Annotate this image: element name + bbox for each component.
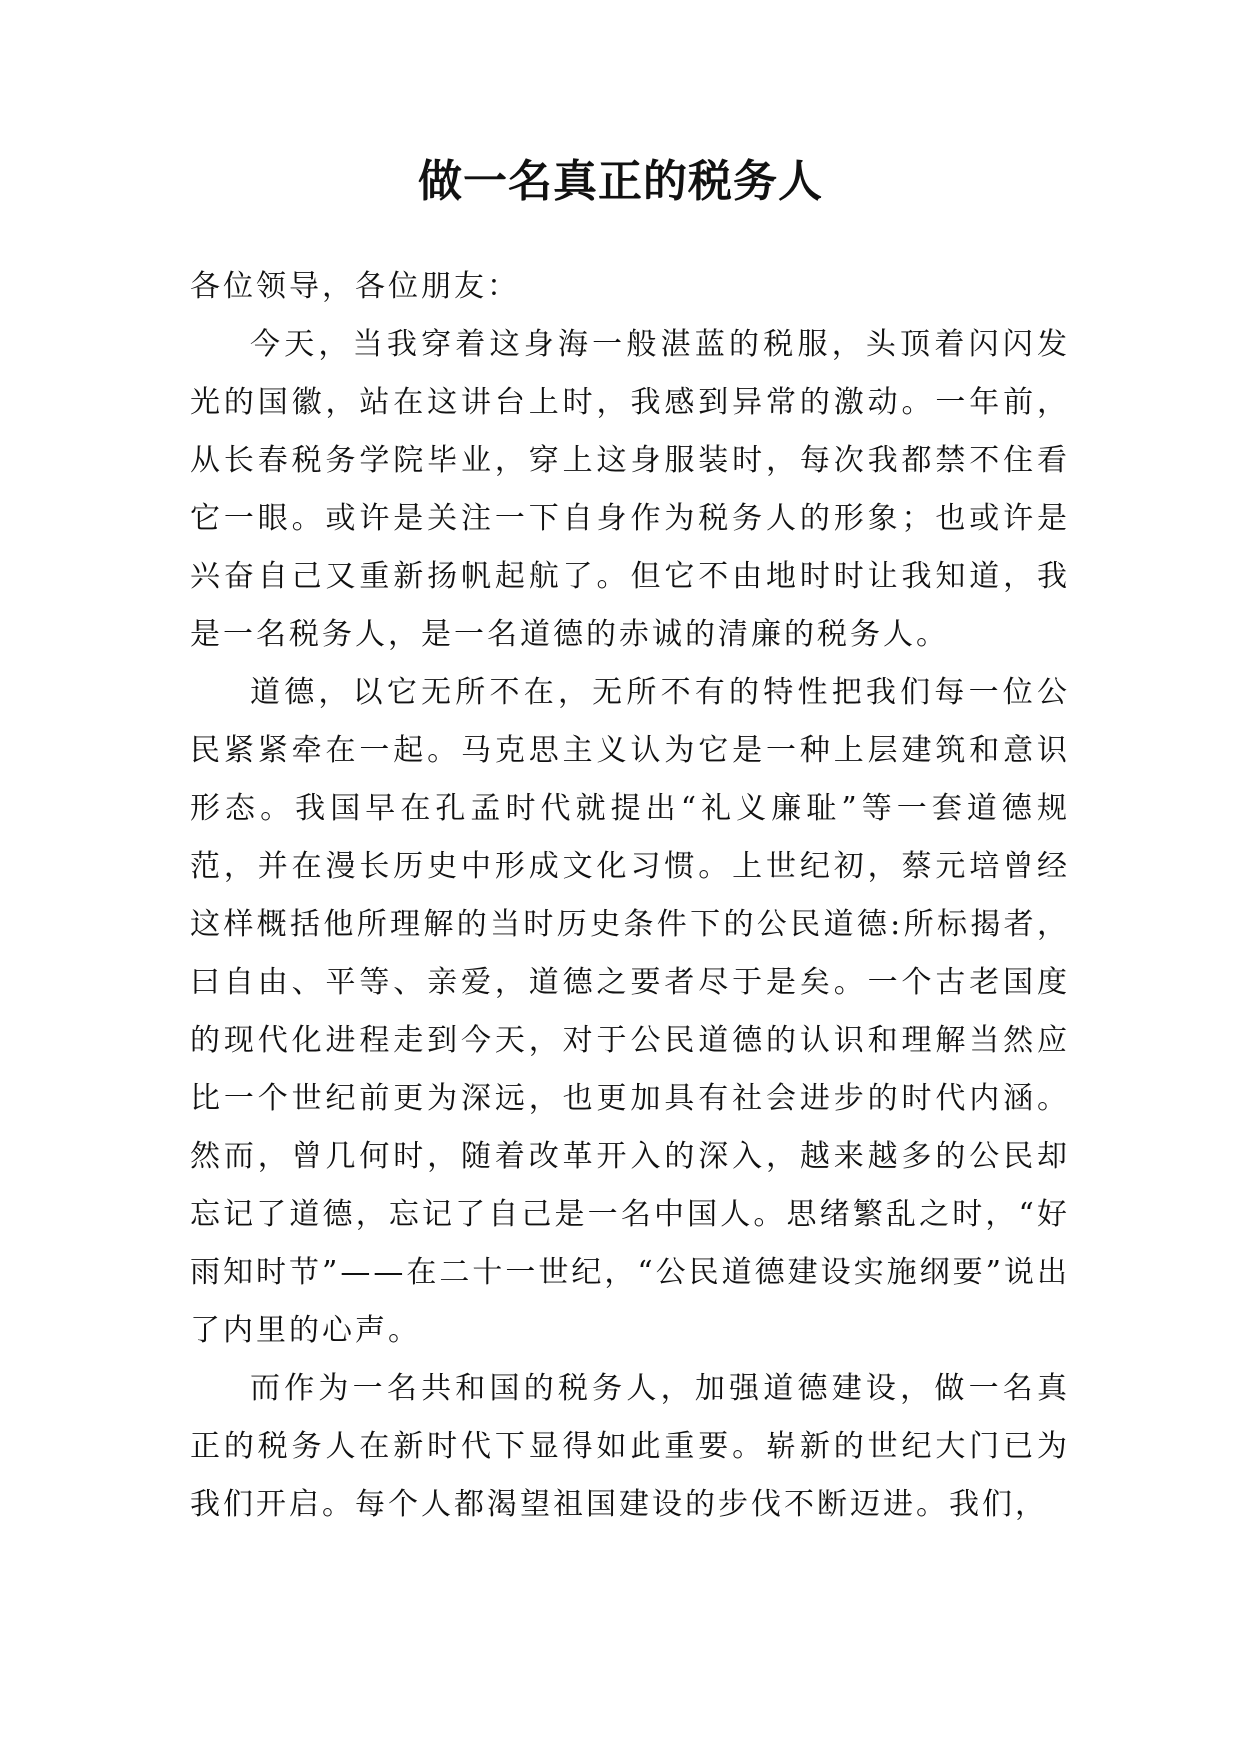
salutation: 各位领导，各位朋友：	[190, 269, 520, 304]
paragraph-2: 道德，以它无所不在，无所不有的特性把我们每一位公民紧紧牵在一起。马克思主义认为它是一种上层建筑和意识形态。我国早在孔孟时代就提出“礼义廉耻”等一套道德规范，并在漫长历史中形成文化习惯。上世纪初，蔡元培曾经这样概括他所理解的当时历史条件下的公民道德:所标揭者，曰自由、平等、亲爱，道德之要者尽于是矣。一个古老国度的现代化进程走到今天，对于公民道德的认识和理解当然应比一个世纪前更为深远，也更加具有社会进步的时代内涵。然而，曾几何时，随着改革开入的深入，越来越多的公民却忘记了道德，忘记了自己是一名中国人。思绪繁乱之时，“好雨知时节”——在二十一世纪，“公民道德建设实施纲要”说出了内里的心声。	[190, 675, 1071, 1348]
document-body	[190, 258, 1070, 1534]
paragraph-3: 而作为一名共和国的税务人，加强道德建设，做一名真正的税务人在新时代下显得如此重要。崭新的世纪大门已为我们开启。每个人都渴望祖国建设的步伐不断迈进。我们，	[190, 1371, 1070, 1522]
document-title: 做一名真正的税务人	[418, 156, 823, 207]
paragraph-1: 今天，当我穿着这身海一般湛蓝的税服，头顶着闪闪发光的国徽，站在这讲台上时，我感到异常的激动。一年前，从长春税务学院毕业，穿上这身服装时，每次我都禁不住看它一眼。或许是关注一下自身作为税务人的形象；也或许是兴奋自己又重新扬帆起航了。但它不由地时时让我知道，我是一名税务人，是一名道德的赤诚的清廉的税务人。	[190, 327, 1070, 652]
